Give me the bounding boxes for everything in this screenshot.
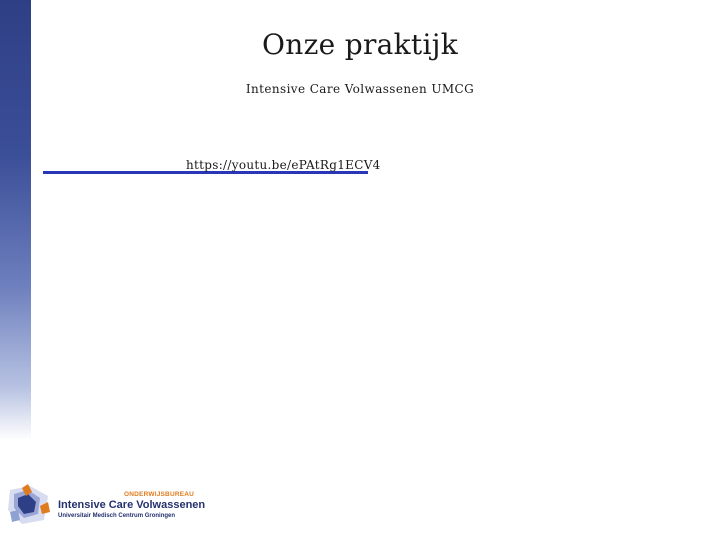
umcg-logo: [4, 482, 206, 528]
logo-name-text: Intensive Care Volwassenen: [58, 499, 206, 511]
video-link[interactable]: https://youtu.be/ePAtRg1ECV4: [186, 158, 381, 172]
logo-bureau-text: ONDERWIJSBUREAU: [124, 491, 195, 498]
logo-emblem-icon: [4, 482, 54, 528]
left-decorative-band: [0, 0, 31, 440]
video-link-block[interactable]: [43, 158, 381, 175]
slide-subtitle: Intensive Care Volwassenen UMCG: [245, 82, 475, 96]
logo-org-text: Universitair Medisch Centrum Groningen: [58, 513, 176, 519]
slide-title: Onze praktijk: [262, 28, 458, 61]
